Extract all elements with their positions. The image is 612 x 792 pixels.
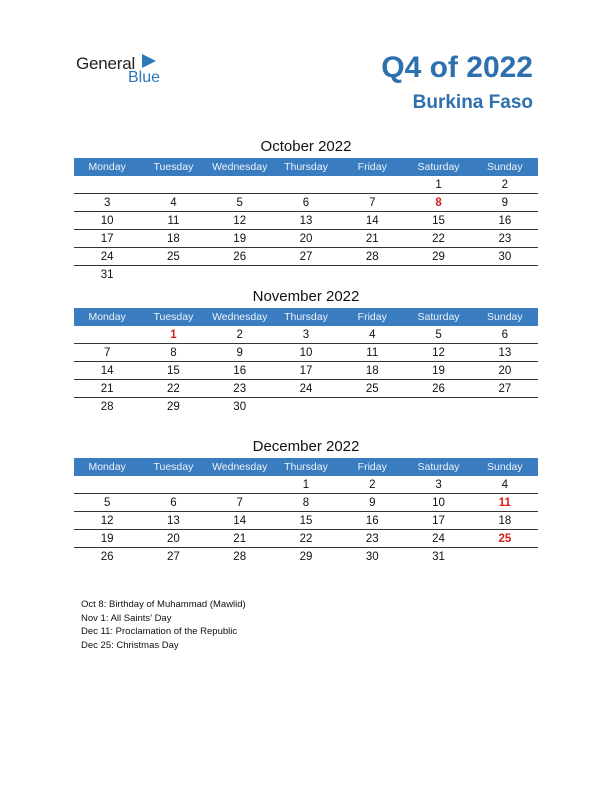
empty-day-cell xyxy=(273,398,339,416)
empty-day-cell xyxy=(273,176,339,194)
day-cell: 8 xyxy=(273,494,339,512)
day-cell: 27 xyxy=(273,248,339,266)
weekday-header: Friday xyxy=(339,308,405,326)
day-cell: 24 xyxy=(74,248,140,266)
day-cell: 22 xyxy=(273,530,339,548)
weekday-header: Sunday xyxy=(472,458,538,476)
empty-day-cell xyxy=(74,176,140,194)
empty-day-cell xyxy=(273,266,339,284)
day-cell: 1 xyxy=(405,176,471,194)
day-cell: 9 xyxy=(207,344,273,362)
week-row xyxy=(74,326,538,344)
weekday-header: Saturday xyxy=(405,158,471,176)
day-cell: 20 xyxy=(472,362,538,380)
day-cell: 27 xyxy=(167,550,180,563)
day-cell: 30 xyxy=(233,400,247,413)
month-december xyxy=(74,436,538,565)
day-cell: 23 xyxy=(207,380,273,398)
day-cell: 28 xyxy=(233,550,247,563)
week-row xyxy=(74,512,538,530)
day-cell: 7 xyxy=(74,344,140,362)
week-row xyxy=(74,344,538,362)
empty-day-cell xyxy=(405,398,471,416)
empty-day-cell xyxy=(207,266,273,284)
calendar-table xyxy=(74,458,538,565)
week-row xyxy=(74,530,538,548)
empty-day-cell xyxy=(339,398,405,416)
day-cell: 17 xyxy=(405,512,471,530)
day-cell: 15 xyxy=(405,212,471,230)
day-cell: 26 xyxy=(405,380,471,398)
empty-day-cell xyxy=(140,266,206,284)
day-cell: 11 xyxy=(140,212,206,230)
day-cell: 9 xyxy=(339,494,405,512)
empty-day-cell xyxy=(472,548,538,566)
weekday-header: Sunday xyxy=(472,158,538,176)
day-cell: 28 xyxy=(100,400,114,413)
day-cell: 7 xyxy=(207,494,273,512)
day-cell: 3 xyxy=(74,194,140,212)
day-cell: 1 xyxy=(140,326,206,344)
day-cell: 20 xyxy=(273,230,339,248)
weekday-header: Monday xyxy=(74,308,140,326)
day-cell: 4 xyxy=(472,476,538,494)
weekday-header-row xyxy=(74,158,538,176)
day-cell: 26 xyxy=(207,248,273,266)
day-cell: 14 xyxy=(207,512,273,530)
holiday-note: Dec 11: Proclamation of the Republic xyxy=(81,626,238,637)
day-cell: 25 xyxy=(140,248,206,266)
holiday-note: Nov 1: All Saints’ Day xyxy=(81,612,172,624)
day-cell: 3 xyxy=(405,476,471,494)
empty-day-cell xyxy=(207,176,273,194)
weekday-header: Monday xyxy=(74,158,140,176)
week-row xyxy=(74,230,538,248)
week-row xyxy=(74,212,538,230)
weekday-header: Thursday xyxy=(273,308,339,326)
day-cell: 2 xyxy=(207,326,273,344)
day-cell: 26 xyxy=(100,550,114,563)
page-subtitle: Burkina Faso xyxy=(412,92,533,113)
holiday-note: Dec 25: Christmas Day xyxy=(81,639,179,651)
week-row xyxy=(74,362,538,380)
day-cell: 18 xyxy=(339,362,405,380)
day-cell: 19 xyxy=(74,530,140,548)
day-cell: 23 xyxy=(472,230,538,248)
empty-day-cell xyxy=(74,476,140,494)
day-cell: 1 xyxy=(273,476,339,494)
weekday-header: Thursday xyxy=(273,158,339,176)
day-cell: 13 xyxy=(140,512,206,530)
day-cell: 22 xyxy=(140,380,206,398)
day-cell: 8 xyxy=(140,344,206,362)
logo-text-general: General xyxy=(76,54,136,73)
empty-day-cell xyxy=(207,476,273,494)
weekday-header: Tuesday xyxy=(140,158,206,176)
day-cell: 17 xyxy=(273,362,339,380)
day-cell: 29 xyxy=(299,550,313,563)
day-cell: 16 xyxy=(339,512,405,530)
weekday-header: Saturday xyxy=(405,308,471,326)
weekday-header-row xyxy=(74,308,538,326)
day-cell: 8 xyxy=(405,194,471,212)
week-row xyxy=(74,248,538,266)
day-cell: 21 xyxy=(207,530,273,548)
day-cell: 22 xyxy=(405,230,471,248)
day-cell: 6 xyxy=(273,194,339,212)
day-cell: 29 xyxy=(405,248,471,266)
day-cell: 10 xyxy=(74,212,140,230)
month-title: October 2022 xyxy=(260,138,352,155)
weekday-header: Friday xyxy=(339,158,405,176)
day-cell: 11 xyxy=(339,344,405,362)
week-row xyxy=(74,266,538,284)
day-cell: 29 xyxy=(167,400,180,413)
empty-day-cell xyxy=(405,266,471,284)
day-cell: 16 xyxy=(207,362,273,380)
day-cell: 30 xyxy=(472,248,538,266)
day-cell: 23 xyxy=(339,530,405,548)
generalblue-logo xyxy=(76,52,176,88)
day-cell: 21 xyxy=(74,380,140,398)
day-cell: 12 xyxy=(405,344,471,362)
day-cell: 25 xyxy=(472,530,538,548)
day-cell: 7 xyxy=(339,194,405,212)
day-cell: 6 xyxy=(472,326,538,344)
day-cell: 21 xyxy=(339,230,405,248)
day-cell: 2 xyxy=(339,476,405,494)
empty-day-cell xyxy=(339,266,405,284)
day-cell: 13 xyxy=(273,212,339,230)
day-cell: 9 xyxy=(472,194,538,212)
weekday-header: Wednesday xyxy=(207,158,273,176)
weekday-header: Tuesday xyxy=(140,308,206,326)
weekday-header-row xyxy=(74,458,538,476)
week-row xyxy=(74,194,538,212)
day-cell: 5 xyxy=(405,326,471,344)
holiday-notes xyxy=(81,598,246,652)
empty-day-cell xyxy=(472,266,538,284)
week-row xyxy=(74,380,538,398)
day-cell: 25 xyxy=(339,380,405,398)
month-november xyxy=(74,286,538,415)
month-title: December 2022 xyxy=(252,438,360,455)
day-cell: 3 xyxy=(273,326,339,344)
week-row xyxy=(74,398,538,416)
day-cell: 16 xyxy=(472,212,538,230)
weekday-header: Monday xyxy=(74,458,140,476)
page-title: Q4 of 2022 xyxy=(381,51,533,84)
flag-icon xyxy=(142,54,156,68)
day-cell: 14 xyxy=(74,362,140,380)
weekday-header: Thursday xyxy=(273,458,339,476)
day-cell: 4 xyxy=(339,326,405,344)
weekday-header: Tuesday xyxy=(140,458,206,476)
day-cell: 24 xyxy=(405,530,471,548)
day-cell: 24 xyxy=(273,380,339,398)
day-cell: 5 xyxy=(74,494,140,512)
day-cell: 18 xyxy=(140,230,206,248)
day-cell: 19 xyxy=(207,230,273,248)
day-cell: 31 xyxy=(432,550,445,563)
weekday-header: Wednesday xyxy=(207,458,273,476)
day-cell: 28 xyxy=(339,248,405,266)
week-row xyxy=(74,176,538,194)
day-cell: 20 xyxy=(140,530,206,548)
month-title: November 2022 xyxy=(252,288,360,305)
day-cell: 30 xyxy=(365,550,379,563)
weekday-header: Friday xyxy=(339,458,405,476)
empty-day-cell xyxy=(339,176,405,194)
logo-text-blue: Blue xyxy=(128,69,161,86)
month-october xyxy=(74,136,538,283)
week-row xyxy=(74,476,538,494)
day-cell: 12 xyxy=(74,512,140,530)
day-cell: 27 xyxy=(472,380,538,398)
day-cell: 10 xyxy=(405,494,471,512)
holiday-note: Oct 8: Birthday of Muhammad (Mawlid) xyxy=(81,599,246,610)
day-cell: 31 xyxy=(100,268,114,281)
day-cell: 14 xyxy=(339,212,405,230)
day-cell: 15 xyxy=(273,512,339,530)
week-row xyxy=(74,494,538,512)
day-cell: 4 xyxy=(140,194,206,212)
day-cell: 2 xyxy=(472,176,538,194)
day-cell: 12 xyxy=(207,212,273,230)
day-cell: 5 xyxy=(207,194,273,212)
empty-day-cell xyxy=(140,176,206,194)
day-cell: 11 xyxy=(472,494,538,512)
calendar-table xyxy=(74,308,538,415)
weekday-header: Wednesday xyxy=(207,308,273,326)
empty-day-cell xyxy=(472,398,538,416)
empty-day-cell xyxy=(140,476,206,494)
weekday-header: Saturday xyxy=(405,458,471,476)
day-cell: 10 xyxy=(273,344,339,362)
day-cell: 15 xyxy=(140,362,206,380)
week-row xyxy=(74,548,538,566)
day-cell: 19 xyxy=(405,362,471,380)
day-cell: 6 xyxy=(140,494,206,512)
empty-day-cell xyxy=(74,326,140,344)
weekday-header: Sunday xyxy=(472,308,538,326)
calendar-table xyxy=(74,158,538,283)
day-cell: 17 xyxy=(74,230,140,248)
day-cell: 13 xyxy=(472,344,538,362)
day-cell: 18 xyxy=(472,512,538,530)
